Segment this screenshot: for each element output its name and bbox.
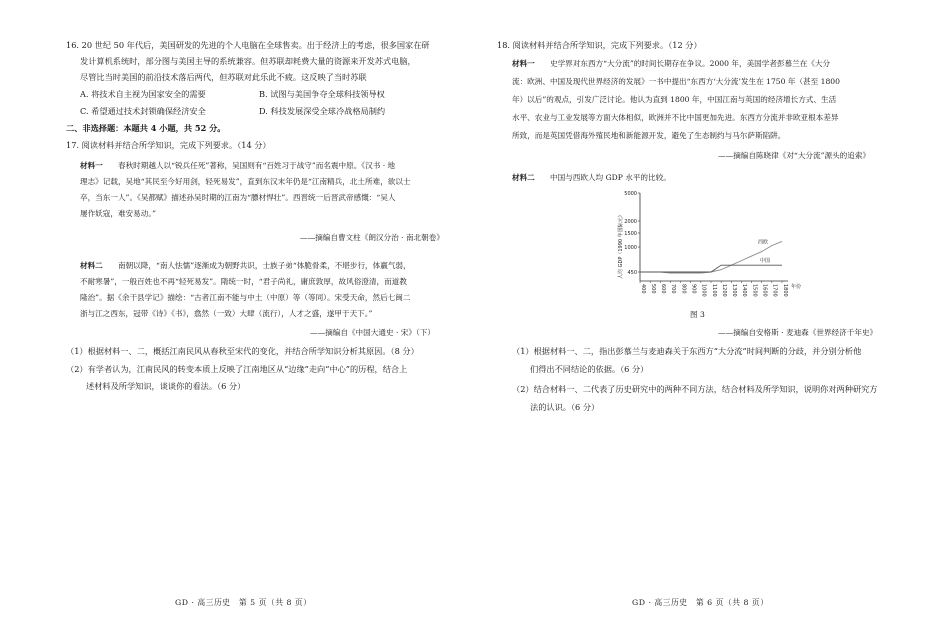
y-tick-label: 5000	[624, 191, 637, 197]
x-tick-label: 900	[690, 284, 697, 294]
x-tick-label: 700	[670, 284, 677, 294]
q16-stem-line-1: 16. 20 世纪 50 年代后，美国研发的先进的个人电脑在全球售卖。出于经济上的考虑，很多国家在研	[66, 40, 430, 50]
x-tick-label: 1800	[781, 284, 788, 297]
q17-material2-line-3: 隆治”。据《余干县学记》描绘：“古者江南不能与中土（中原）等（等同）。宋受天命，然后七闽二	[80, 293, 411, 302]
q17-material1-line-2: 理志》记载，吴地“其民至今好用剑，轻死易发”，直到东汉末年仍是“江南精兵，北土所难，欲以士	[80, 177, 411, 186]
q16-option-a[interactable]: A. 将技术自主视为国家安全的需要	[80, 89, 206, 99]
q17-material2-line-2: 不耐寒暑”，一般百姓也不再“轻死易发”。隋统一时，“君子尚礼，庸庶敦厚，故风俗澄清，而道教	[80, 277, 407, 286]
x-tick-label: 500	[649, 284, 656, 294]
q18-material1-line-3: 年）以后”的观点，引发广泛讨论。他认为直到 1800 年，中国江南与英国的经济增长方式、生活	[512, 95, 837, 104]
q17-requirement-2-line-2: 述材料及所学知识，谈谈你的看法。（6 分）	[86, 381, 246, 391]
x-tick-label: 1400	[741, 284, 748, 297]
right-page-footer: GD · 高三历史 第 6 页（共 8 页）	[632, 598, 769, 607]
q18-material2-source: ——摘编自安格斯 · 麦迪森《世界经济千年史》	[718, 328, 878, 337]
q17-material2-line-4: 浙与江之西东，冠带《诗》《书》，翕然（一致）大肆（流行），人才之盛，遂甲于天下。”	[80, 309, 373, 318]
x-tick-label: 600	[660, 284, 667, 294]
q16-option-b[interactable]: B. 试图与美国争夺全球科技领导权	[259, 89, 385, 99]
q18-material1-label: 材料一	[512, 59, 535, 68]
q18-material1-line-4: 水平、农业与工业发展等方面大体相似，欧洲并不比中国更加先进。东西方分流并非欧亚根本差异	[512, 113, 839, 122]
q18-requirement-1-line-2: 们得出不同结论的依据。（6 分）	[530, 364, 649, 374]
x-tick-label: 1000	[700, 284, 707, 297]
left-page-footer: GD · 高三历史 第 5 页（共 8 页）	[175, 598, 312, 607]
q16-option-c[interactable]: C. 希望通过技术封锁确保经济安全	[80, 106, 206, 116]
q17-requirement-1: （1）根据材料一、二，概括江南民风从春秋至宋代的变化，并结合所学知识分析其原因。（8 分）	[66, 346, 419, 356]
x-tick-label: 1300	[731, 284, 738, 297]
q18-material2-text: 中国与西欧人均 GDP 水平的比较。	[550, 173, 671, 182]
x-tick-label: 800	[680, 284, 687, 294]
q18-requirement-1-line-1: （1）根据材料一、二，指出彭慕兰与麦迪森关于东西方“大分流”时间判断的分歧，并分别分析他	[512, 346, 862, 356]
x-axis-label: 年份	[791, 284, 802, 290]
y-tick-label: 2000	[624, 219, 637, 225]
figure-caption: 图 3	[690, 310, 705, 319]
y-tick-label: 450	[627, 270, 637, 276]
q16-stem-line-2: 发计算机系统时，部分图与美国主导的系统兼容。但苏联却耗费大量的资源来开发苏式电脑，	[80, 56, 416, 66]
q18-requirement-2-line-1: （2）结合材料一、二代表了历史研究中的两种不同方法，结合材料及所学知识，说明你对两种研究方	[512, 384, 878, 394]
q18-material1-line-2: 流：欧洲、中国及现代世界经济的发展》一书中提出“东西方‘大分流’发生在 1750 年（甚至 1800	[512, 77, 840, 86]
q18-material2-label: 材料二	[512, 173, 535, 182]
series-label-china: 中国	[760, 258, 771, 265]
section-heading: 二、非选择题：本题共 4 小题，共 52 分。	[66, 123, 226, 133]
q16-stem-line-3: 尽管比当时美国的前沿技术落后两代，但苏联对此乐此不疲。这反映了当时苏联	[80, 72, 367, 82]
q17-intro: 17. 阅读材料并结合所学知识，完成下列要求。（14 分）	[66, 140, 271, 150]
q17-requirement-2-line-1: （2）有学者认为，江南民风的转变本质上反映了江南地区从“边缘”走向“中心”的历程，结合上	[66, 364, 408, 374]
q18-material1-source: ——摘编自陈晓律《对“大分流”源头的追索》	[718, 151, 871, 160]
q17-material1-line-3: 卒，当东一人”。《吴都赋》描述孙吴时期的江南为“膘材悍壮”。西晋统一后晋武帝感慨：“吴人	[80, 193, 396, 202]
q17-material1-label: 材料一	[80, 161, 103, 170]
x-tick-label: 400	[639, 284, 646, 294]
q18-requirement-2-line-2: 法的认识。（6 分）	[530, 402, 600, 412]
x-tick-label: 1600	[761, 284, 768, 297]
q17-material2-source: ——摘编自《中国大通史 · 宋》（下）	[310, 328, 435, 337]
x-tick-label: 1500	[751, 284, 758, 297]
x-tick-label: 1200	[720, 284, 727, 297]
q17-material2-label: 材料二	[80, 261, 103, 270]
x-tick-label: 1700	[771, 284, 778, 297]
q18-intro: 18. 阅读材料并结合所学知识，完成下列要求。（12 分）	[497, 40, 702, 50]
q17-material1-line-1: 春秋时期越人以“锐兵任死”著称，吴国则有“百姓习于战守”而名震中原。《汉书 · 地	[118, 161, 396, 170]
q18-material1-line-1: 史学界对东西方“大分流”的时间长期存在争议。2000 年，美国学者彭慕兰在《大分	[550, 59, 831, 68]
y-tick-label: 1500	[624, 231, 637, 237]
q16-option-d[interactable]: D. 科技发展深受全球冷战格局制约	[259, 106, 386, 116]
q18-material1-line-5: 所致，而是英国凭借海外殖民地和新能源开发，避免了生态制约与马尔萨斯陷阱。	[512, 131, 786, 140]
q17-material1-source: ——摘编自曹文柱《朗汉分治 · 南北朝卷》	[300, 233, 444, 242]
q17-material1-line-4: 屡作妖寇，难安易动。”	[80, 209, 157, 218]
y-tick-label: 1000	[624, 245, 637, 251]
x-tick-label: 1100	[710, 284, 717, 297]
series-line-china	[640, 265, 782, 272]
q17-material2-line-1: 南朝以降，“南人怯懦”逐渐成为朝野共识，士族子弟“体脆骨柔，不堪步行，体羸气弱，	[118, 261, 411, 270]
series-label-west-europe: 西欧	[758, 239, 769, 246]
y-axis-label: 人均 GDP（1990 年国际元）	[618, 212, 624, 279]
gdp-line-chart	[600, 185, 800, 305]
